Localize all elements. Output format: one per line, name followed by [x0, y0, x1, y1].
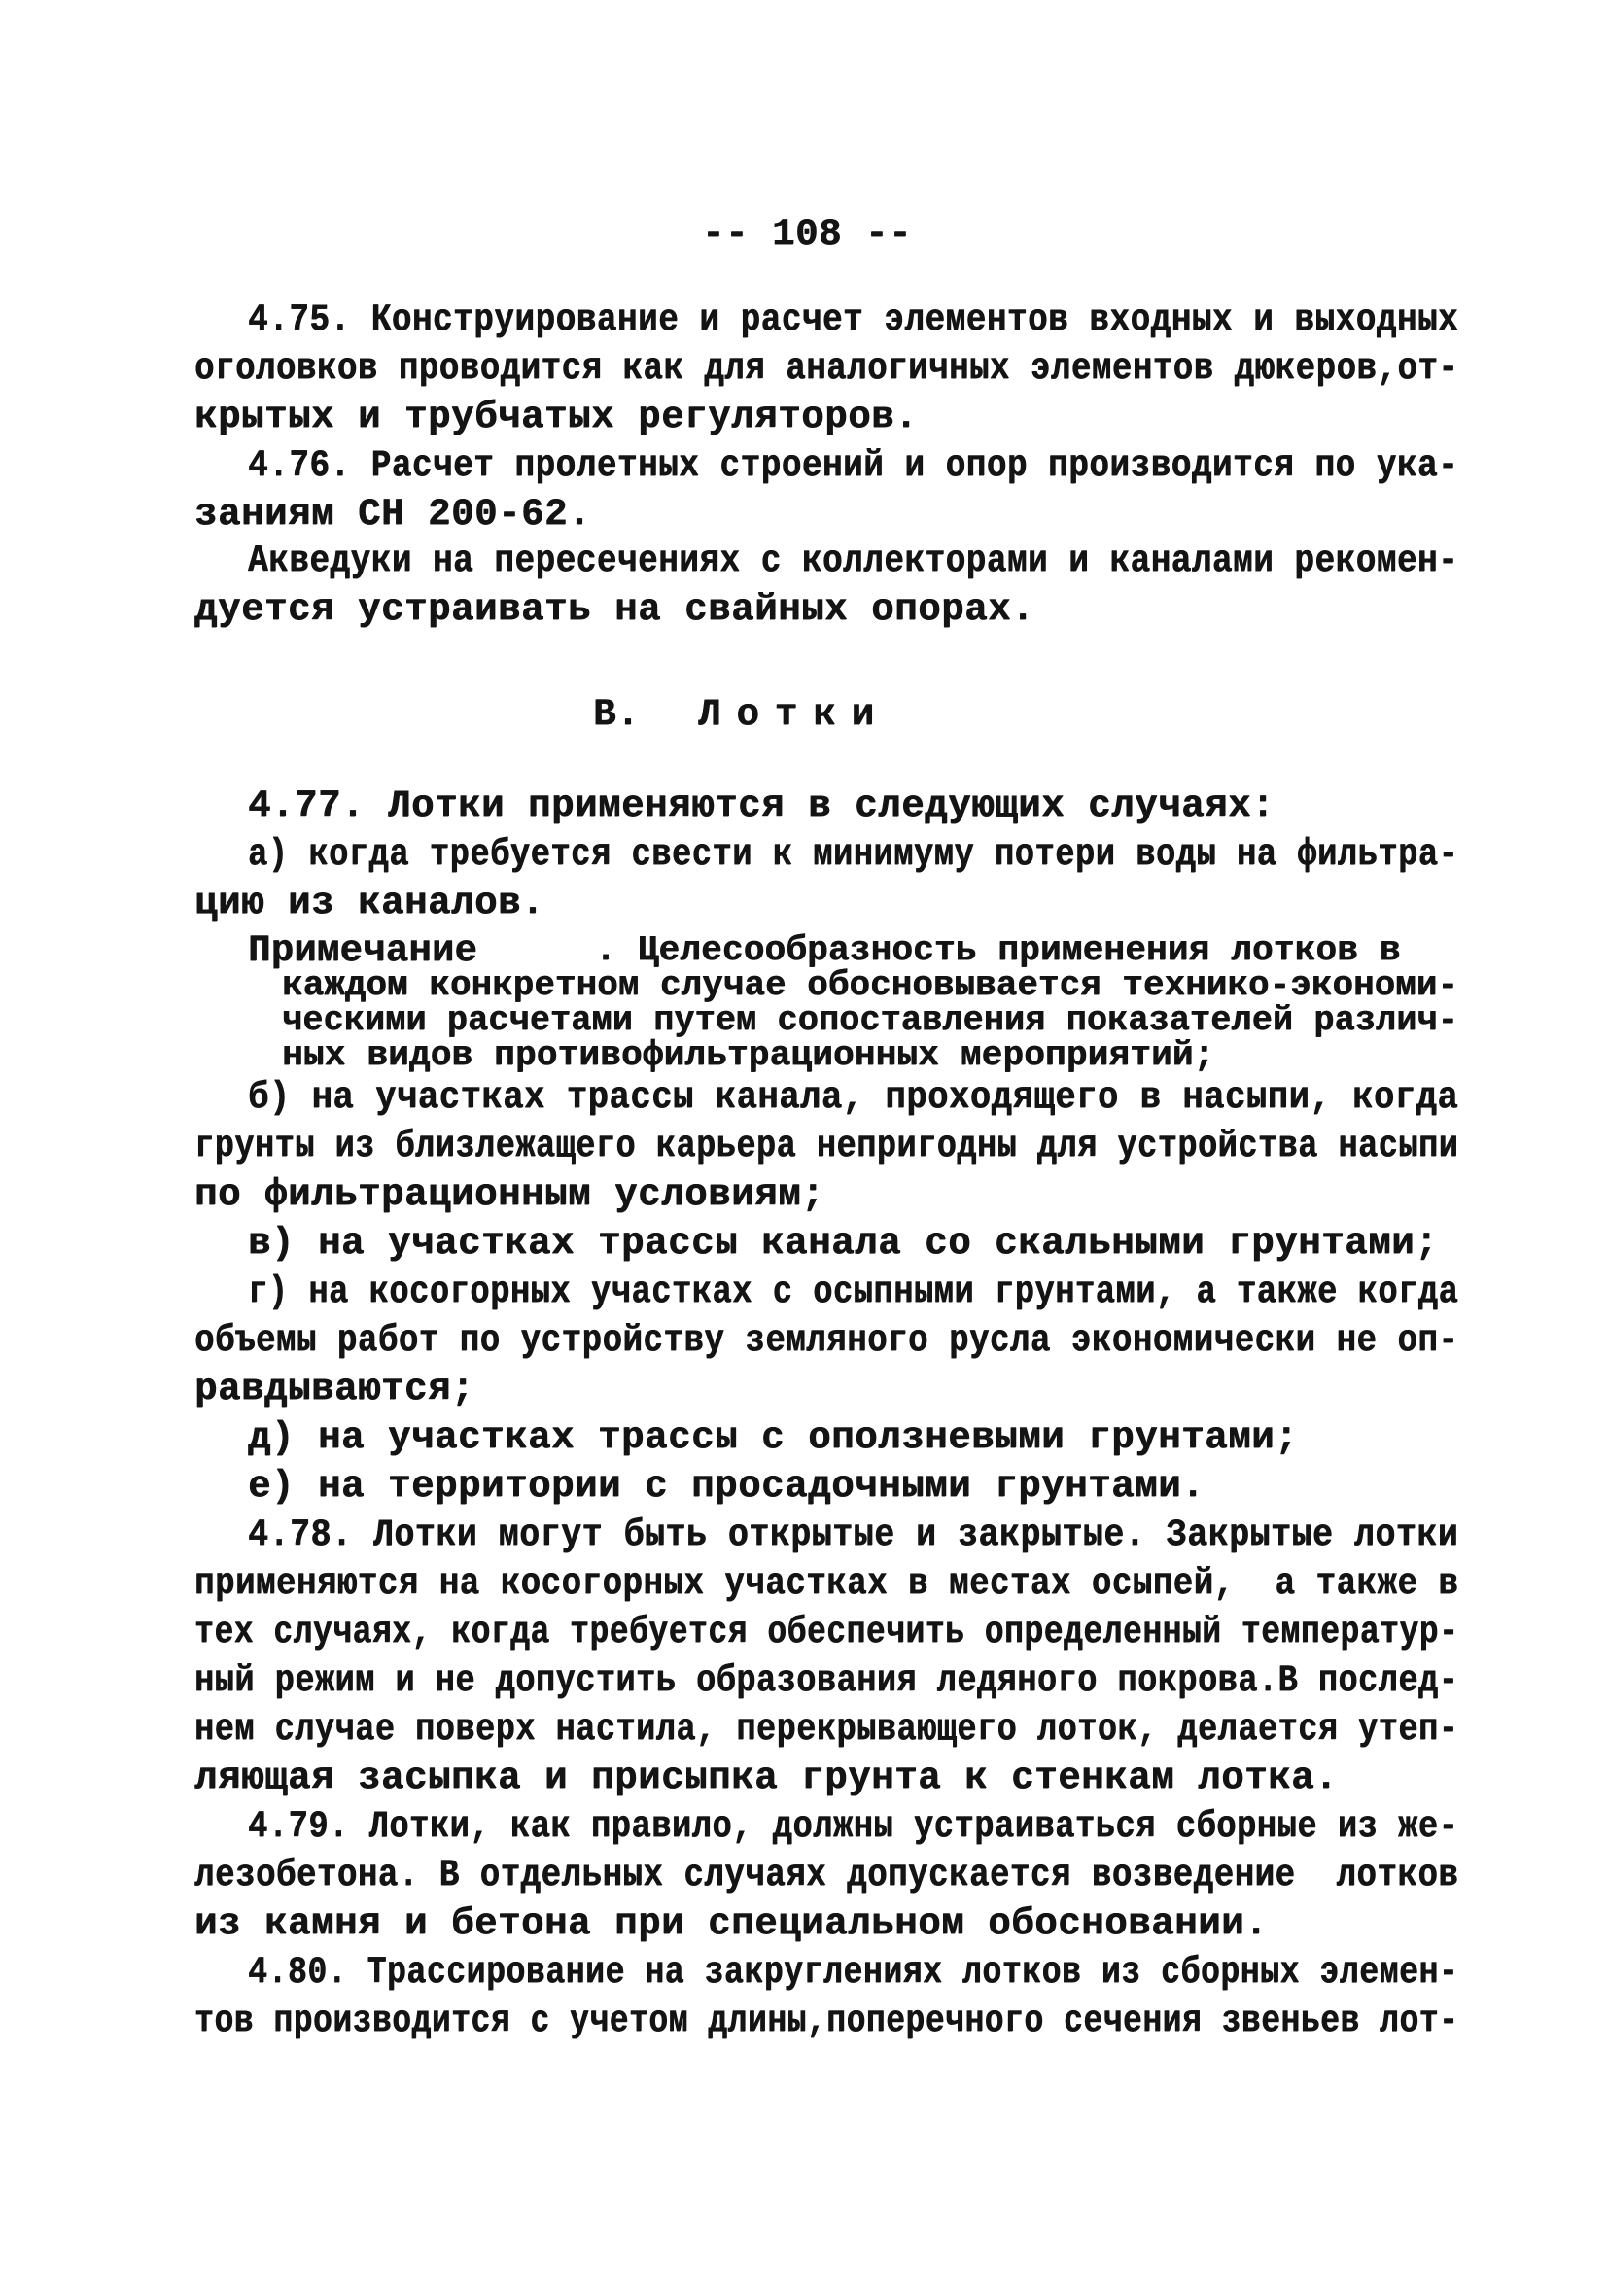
- text-line: 4.80. Трассирование на закруглениях лотков из сборных элемен-: [248, 1951, 1459, 1994]
- text-line: нем случае поверх настила, перекрывающего лоток, делается утеп-: [194, 1708, 1459, 1751]
- text-line: лезобетона. В отдельных случаях допускается возведение лотков: [194, 1854, 1459, 1896]
- text-line: 4.76. Расчет пролетных строений и опор производится по ука-: [248, 444, 1459, 487]
- text-line: ляющая засыпка и присыпка грунта к стенкам лотка.: [194, 1757, 1339, 1799]
- list-item-b: б) на участках трассы канала, проходящего в насыпи, когда: [248, 1076, 1459, 1119]
- text-line: из камня и бетона при специальном обосновании.: [194, 1902, 1269, 1945]
- text-line: дуется устраивать на свайных опорах.: [194, 588, 1035, 631]
- text-line: равдываются;: [194, 1368, 475, 1410]
- list-item-a: а) когда требуется свести к минимуму потери воды на фильтра-: [248, 833, 1459, 876]
- list-item-e: е) на территории с просадочными грунтами.: [248, 1465, 1206, 1508]
- list-item-v: в) на участках трассы канала со скальными грунтами;: [248, 1222, 1439, 1265]
- text-line: 4.78. Лотки могут быть открытые и закрытые. Закрытые лотки: [248, 1513, 1459, 1556]
- list-item-d: д) на участках трассы с оползневыми грунтами;: [248, 1416, 1299, 1459]
- text-line: 4.79. Лотки, как правило, должны устраиваться сборные из же-: [248, 1805, 1459, 1848]
- text-line: применяются на косогорных участках в местах осыпей, а также в: [194, 1562, 1459, 1605]
- text-line: крытых и трубчатых регуляторов.: [194, 396, 919, 438]
- text-line: тех случаях, когда требуется обеспечить определенный температур-: [194, 1611, 1459, 1653]
- list-item-g: г) на косогорных участках с осыпными грунтами, а также когда: [248, 1270, 1459, 1313]
- text-line: 4.75. Конструирование и расчет элементов входных и выходных: [248, 298, 1459, 341]
- text-line: грунты из близлежащего карьера непригодны для устройства насыпи: [194, 1125, 1459, 1167]
- note-text: . Целесообразность применения лотков в: [595, 930, 1401, 970]
- note-text: ческими расчетами путем сопоставления показателей различ-: [282, 1000, 1458, 1040]
- text-line: тов производится с учетом длины,поперечного сечения звеньев лот-: [194, 2000, 1459, 2042]
- note-label: Примечание: [248, 929, 478, 972]
- note-text: ных видов противофильтрационных мероприятий;: [282, 1035, 1215, 1075]
- text-line: по фильтрационным условиям;: [194, 1173, 825, 1216]
- text-line: ный режим и не допустить образования ледяного покрова.В послед-: [194, 1659, 1459, 1702]
- section-letter: В.: [593, 693, 641, 736]
- text-line: оголовков проводится как для аналогичных элементов дюкеров,от-: [194, 347, 1459, 390]
- text-line: 4.77. Лотки применяются в следующих случаях:: [248, 784, 1276, 827]
- text-line: Акведуки на пересечениях с коллекторами и каналами рекомен-: [248, 539, 1459, 582]
- text-line: заниям СН 200-62.: [194, 493, 592, 536]
- text-line: цию из каналов.: [194, 882, 545, 924]
- note-text: каждом конкретном случае обосновывается технико-экономи-: [282, 965, 1459, 1005]
- page-number: -- 108 --: [702, 213, 913, 256]
- text-line: объемы работ по устройству земляного русла экономически не оп-: [194, 1319, 1459, 1362]
- section-title: Лотки: [698, 693, 891, 736]
